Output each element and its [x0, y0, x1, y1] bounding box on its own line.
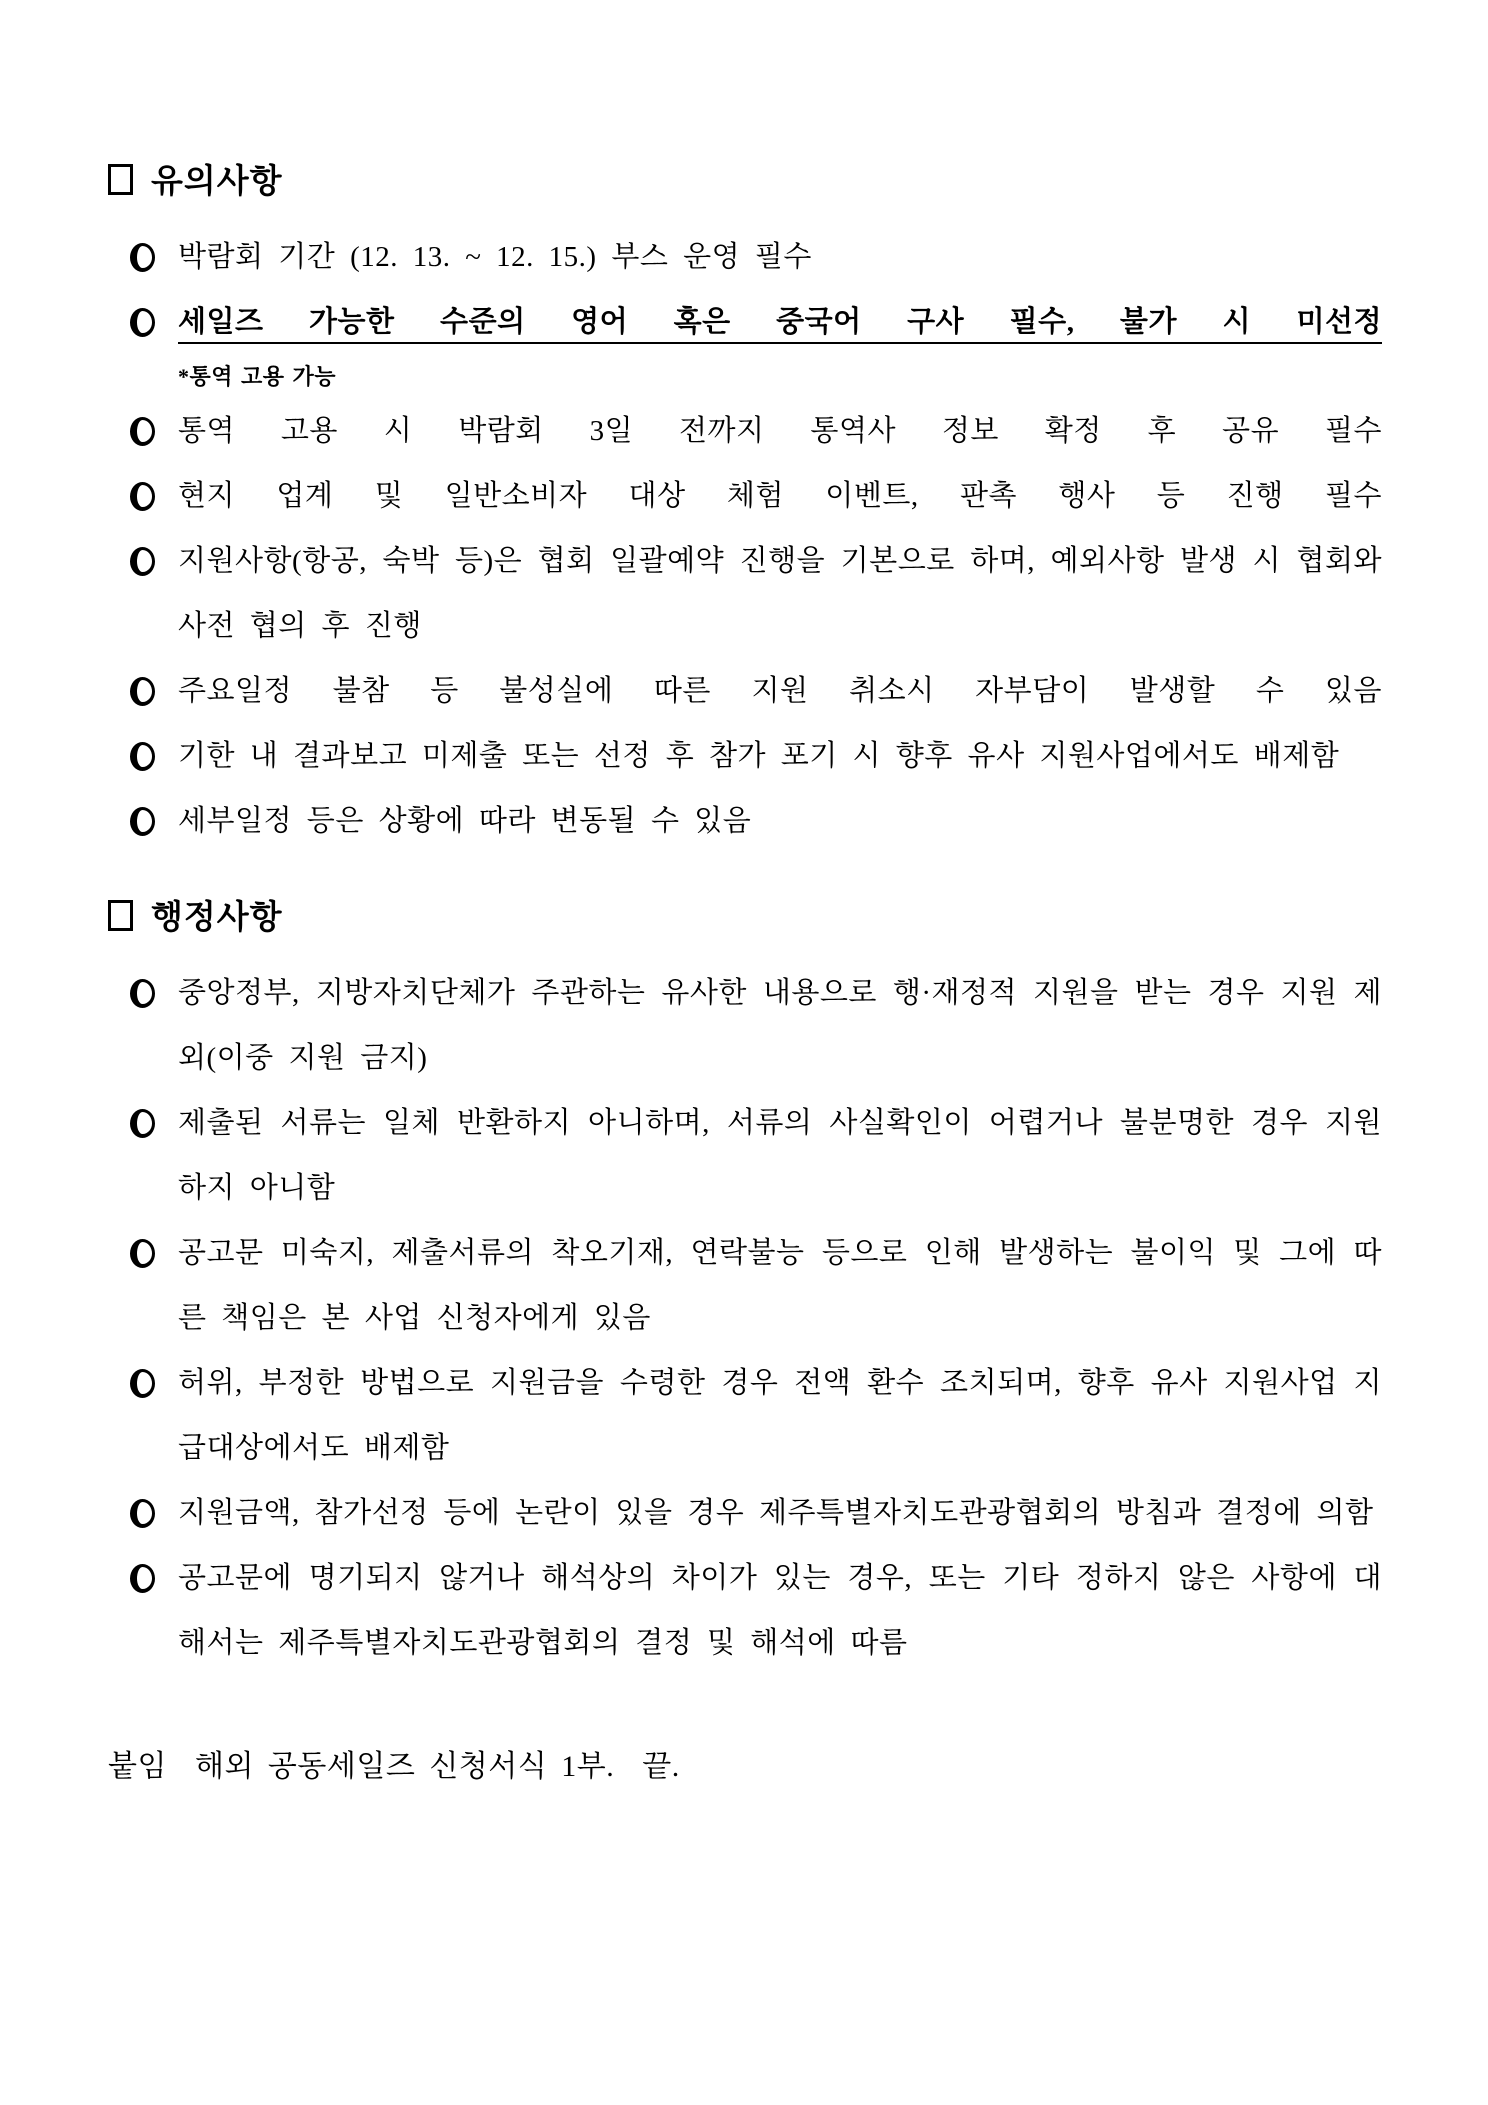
list-item [130, 1481, 1382, 1546]
circle-bullet-icon [130, 482, 155, 511]
item-list [130, 225, 1382, 854]
item-text: 기한 내 결과보고 미제출 또는 선정 후 참가 포기 시 향후 유사 지원사업에서도 배제함 [178, 740, 1340, 772]
list-item [130, 290, 1382, 399]
list-item [130, 1546, 1382, 1676]
item-text: 공고문에 명기되지 않거나 해석상의 차이가 있는 경우, 또는 기타 정하지 않은 사항에 대해서는 제주특별자치도관광협회의 결정 및 해석에 따름 [178, 1562, 1382, 1659]
sections-container [108, 150, 1382, 1676]
item-text: 현지 업계 및 일반소비자 대상 체험 이벤트, 판촉 행사 등 진행 필수 [178, 480, 1382, 512]
circle-bullet-icon [130, 243, 155, 272]
item-note: *통역 고용 가능 [178, 364, 337, 389]
item-text: 제출된 서류는 일체 반환하지 아니하며, 서류의 사실확인이 어렵거나 불분명한 경우 지원하지 아니함 [178, 1107, 1382, 1204]
item-list [130, 961, 1382, 1676]
square-bullet-icon [108, 900, 133, 931]
section-heading [108, 150, 1382, 215]
list-item [130, 1221, 1382, 1351]
circle-bullet-icon [130, 1239, 155, 1268]
circle-bullet-icon [130, 308, 155, 337]
square-bullet-icon [108, 164, 133, 195]
circle-bullet-icon [130, 979, 155, 1008]
item-text: 공고문 미숙지, 제출서류의 착오기재, 연락불능 등으로 인해 발생하는 불이익 및 그에 따른 책임은 본 사업 신청자에게 있음 [178, 1237, 1382, 1334]
item-text: 지원금액, 참가선정 등에 논란이 있을 경우 제주특별자치도관광협회의 방침과 결정에 의함 [178, 1497, 1374, 1529]
list-item [130, 399, 1382, 464]
circle-bullet-icon [130, 1369, 155, 1398]
list-item [130, 659, 1382, 724]
circle-bullet-icon [130, 1499, 155, 1528]
list-item [130, 529, 1382, 659]
item-text: 지원사항(항공, 숙박 등)은 협회 일괄예약 진행을 기본으로 하며, 예외사항 발생 시 협회와 사전 협의 후 진행 [178, 545, 1382, 642]
section-title: 유의사항 [151, 164, 283, 200]
section-title: 행정사항 [151, 900, 283, 936]
item-text: 통역 고용 시 박람회 3일 전까지 통역사 정보 확정 후 공유 필수 [178, 415, 1382, 447]
circle-bullet-icon [130, 742, 155, 771]
item-text: 중앙정부, 지방자치단체가 주관하는 유사한 내용으로 행·재정적 지원을 받는 경우 지원 제외(이중 지원 금지) [178, 977, 1382, 1074]
list-item [130, 724, 1382, 789]
list-item [130, 789, 1382, 854]
list-item [130, 225, 1382, 290]
list-item [130, 1091, 1382, 1221]
section [108, 886, 1382, 1676]
circle-bullet-icon [130, 677, 155, 706]
circle-bullet-icon [130, 1564, 155, 1593]
circle-bullet-icon [130, 417, 155, 446]
item-text: 세일즈 가능한 수준의 영어 혹은 중국어 구사 필수, 불가 시 미선정 [178, 306, 1382, 338]
circle-bullet-icon [130, 1109, 155, 1138]
item-text: 주요일정 불참 등 불성실에 따른 지원 취소시 자부담이 발생할 수 있음 [178, 675, 1382, 707]
circle-bullet-icon [130, 807, 155, 836]
attachment-line: 붙임 해외 공동세일즈 신청서식 1부. 끝. [108, 1750, 680, 1783]
list-item [130, 464, 1382, 529]
item-text: 허위, 부정한 방법으로 지원금을 수령한 경우 전액 환수 조치되며, 향후 유사 지원사업 지급대상에서도 배제함 [178, 1367, 1382, 1464]
list-item [130, 961, 1382, 1091]
circle-bullet-icon [130, 547, 155, 576]
item-text: 박람회 기간 (12. 13. ~ 12. 15.) 부스 운영 필수 [178, 241, 812, 273]
list-item [130, 1351, 1382, 1481]
section-heading [108, 886, 1382, 951]
section [108, 150, 1382, 854]
item-text: 세부일정 등은 상황에 따라 변동될 수 있음 [178, 805, 752, 837]
